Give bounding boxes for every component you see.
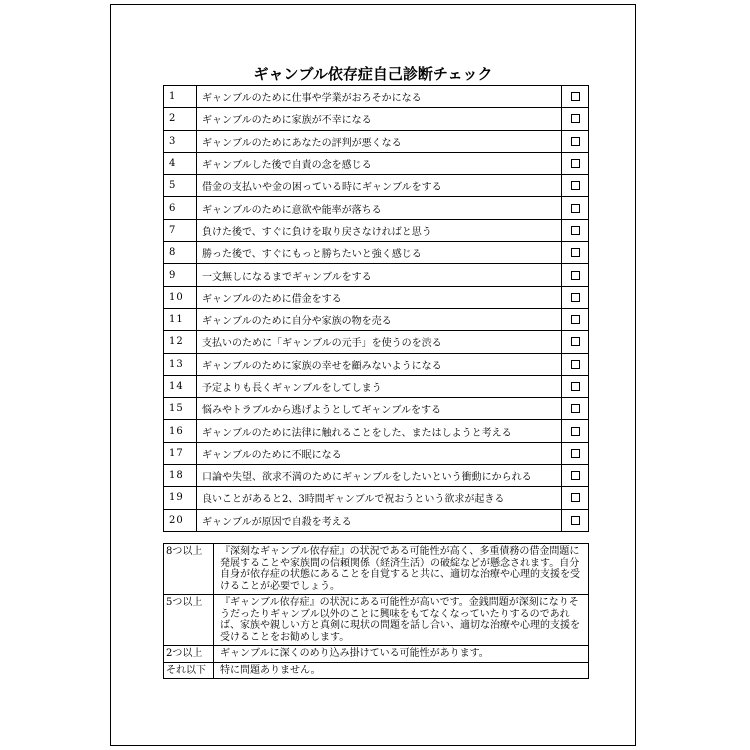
item-number: 2 xyxy=(164,108,197,130)
checkbox-cell xyxy=(562,442,589,464)
item-text: 一文無しになるまでギャンブルをする xyxy=(197,264,562,286)
result-level: それ以下 xyxy=(164,662,214,679)
checkbox[interactable] xyxy=(571,92,580,101)
checkbox[interactable] xyxy=(571,360,580,369)
item-text: ギャンブルのために家族の幸せを顧みないようになる xyxy=(197,353,562,375)
checklist-row xyxy=(164,286,589,308)
checkbox[interactable] xyxy=(571,293,580,302)
checkbox-cell xyxy=(562,465,589,487)
item-text: ギャンブルのために不眠になる xyxy=(197,442,562,464)
item-number: 17 xyxy=(164,442,197,464)
item-text: ギャンブルした後で自責の念を感じる xyxy=(197,152,562,174)
item-number: 12 xyxy=(164,331,197,353)
result-description: 特に問題ありません。 xyxy=(214,662,589,679)
checklist-row xyxy=(164,264,589,286)
checkbox-cell xyxy=(562,175,589,197)
checkbox[interactable] xyxy=(571,271,580,280)
item-number: 5 xyxy=(164,175,197,197)
result-row xyxy=(164,544,589,595)
checklist-row xyxy=(164,487,589,509)
checkbox-cell xyxy=(562,420,589,442)
item-text: 良いことがあると2、3時間ギャンブルで祝おうという欲求が起きる xyxy=(197,487,562,509)
page-title: ギャンブル依存症自己診断チェック xyxy=(253,65,493,83)
result-row xyxy=(164,595,589,646)
checkbox-cell xyxy=(562,86,589,108)
item-number: 13 xyxy=(164,353,197,375)
item-number: 11 xyxy=(164,308,197,330)
checkbox-cell xyxy=(562,331,589,353)
item-number: 18 xyxy=(164,465,197,487)
item-number: 4 xyxy=(164,152,197,174)
item-text: ギャンブルが原因で自殺を考える xyxy=(197,509,562,531)
checkbox-cell xyxy=(562,197,589,219)
item-text: ギャンブルのために意欲や能率が落ちる xyxy=(197,197,562,219)
checkbox[interactable] xyxy=(571,382,580,391)
checkbox-cell xyxy=(562,286,589,308)
checklist-row xyxy=(164,308,589,330)
item-number: 3 xyxy=(164,130,197,152)
checklist-row xyxy=(164,353,589,375)
checklist-row xyxy=(164,242,589,264)
checklist-row xyxy=(164,375,589,397)
checklist-row xyxy=(164,219,589,241)
checkbox-cell xyxy=(562,375,589,397)
item-number: 1 xyxy=(164,86,197,108)
checklist-row xyxy=(164,420,589,442)
item-number: 7 xyxy=(164,219,197,241)
checkbox[interactable] xyxy=(571,404,580,413)
checkbox-cell xyxy=(562,130,589,152)
checkbox[interactable] xyxy=(571,337,580,346)
item-text: 悩みやトラブルから逃げようとしてギャンブルをする xyxy=(197,398,562,420)
item-text: ギャンブルのために自分や家族の物を売る xyxy=(197,308,562,330)
document-page xyxy=(110,4,636,746)
item-number: 10 xyxy=(164,286,197,308)
item-text: ギャンブルのために仕事や学業がおろそかになる xyxy=(197,86,562,108)
checkbox-cell xyxy=(562,219,589,241)
result-description: 『深刻なギャンブル依存症』の状況である可能性が高く、多重債務の借金問題に発展することや家族間の信頼関係（経済生活）の破綻などが懸念されます。自分自身が依存症の状態にあることを自覚すると共に、適切な治療や心理的支援を受けることが必要でしょう。 xyxy=(214,544,589,595)
checkbox-cell xyxy=(562,487,589,509)
checkbox[interactable] xyxy=(571,471,580,480)
checklist-table xyxy=(163,85,589,532)
checkbox[interactable] xyxy=(571,181,580,190)
item-text: 負けた後で、すぐに負けを取り戻さなければと思う xyxy=(197,219,562,241)
item-text: ギャンブルのために借金をする xyxy=(197,286,562,308)
result-level: 5つ以上 xyxy=(164,595,214,646)
result-description: ギャンブルに深くのめり込み掛けている可能性があります。 xyxy=(214,646,589,663)
checklist-row xyxy=(164,130,589,152)
item-number: 8 xyxy=(164,242,197,264)
item-text: 勝った後で、すぐにもっと勝ちたいと強く感じる xyxy=(197,242,562,264)
checklist-row xyxy=(164,509,589,531)
checkbox[interactable] xyxy=(571,159,580,168)
item-text: 支払いのために「ギャンブルの元手」を使うのを渋る xyxy=(197,331,562,353)
checklist-row xyxy=(164,398,589,420)
result-row xyxy=(164,646,589,663)
item-number: 6 xyxy=(164,197,197,219)
result-level: 2つ以上 xyxy=(164,646,214,663)
item-number: 9 xyxy=(164,264,197,286)
checkbox[interactable] xyxy=(571,427,580,436)
checklist-row xyxy=(164,331,589,353)
checkbox-cell xyxy=(562,152,589,174)
checkbox[interactable] xyxy=(571,493,580,502)
item-number: 19 xyxy=(164,487,197,509)
checklist-row xyxy=(164,197,589,219)
checklist-row xyxy=(164,175,589,197)
item-text: ギャンブルのために法律に触れることをした、またはしようと考える xyxy=(197,420,562,442)
checkbox-cell xyxy=(562,108,589,130)
checklist-row xyxy=(164,442,589,464)
item-text: 借金の支払いや金の困っている時にギャンブルをする xyxy=(197,175,562,197)
checklist-row xyxy=(164,465,589,487)
checkbox[interactable] xyxy=(571,516,580,525)
checkbox-cell xyxy=(562,509,589,531)
item-number: 14 xyxy=(164,375,197,397)
item-text: 予定よりも長くギャンブルをしてしまう xyxy=(197,375,562,397)
checklist-row xyxy=(164,152,589,174)
item-text: ギャンブルのために家族が不幸になる xyxy=(197,108,562,130)
checkbox[interactable] xyxy=(571,248,580,257)
item-number: 15 xyxy=(164,398,197,420)
result-description: 『ギャンブル依存症』の状況にある可能性が高いです。金銭問題が深刻になりそうだったりギャンブル以外のことに興味をもてなくなっていたりするのであれば、家族や親しい方と真剣に現状の問題を話し合い、適切な治療や心理的支援を受けることをお勧めします。 xyxy=(214,595,589,646)
checkbox[interactable] xyxy=(571,137,580,146)
checkbox[interactable] xyxy=(571,315,580,324)
result-row xyxy=(164,662,589,679)
checkbox-cell xyxy=(562,398,589,420)
checkbox[interactable] xyxy=(571,204,580,213)
checkbox-cell xyxy=(562,242,589,264)
item-text: ギャンブルのためにあなたの評判が悪くなる xyxy=(197,130,562,152)
checkbox[interactable] xyxy=(571,114,580,123)
result-table xyxy=(163,543,589,679)
checkbox[interactable] xyxy=(571,226,580,235)
item-number: 20 xyxy=(164,509,197,531)
item-number: 16 xyxy=(164,420,197,442)
checkbox-cell xyxy=(562,353,589,375)
checklist-row xyxy=(164,86,589,108)
checkbox-cell xyxy=(562,264,589,286)
result-level: 8つ以上 xyxy=(164,544,214,595)
checkbox[interactable] xyxy=(571,449,580,458)
checklist-row xyxy=(164,108,589,130)
checkbox-cell xyxy=(562,308,589,330)
item-text: 口論や失望、欲求不満のためにギャンブルをしたいという衝動にかられる xyxy=(197,465,562,487)
